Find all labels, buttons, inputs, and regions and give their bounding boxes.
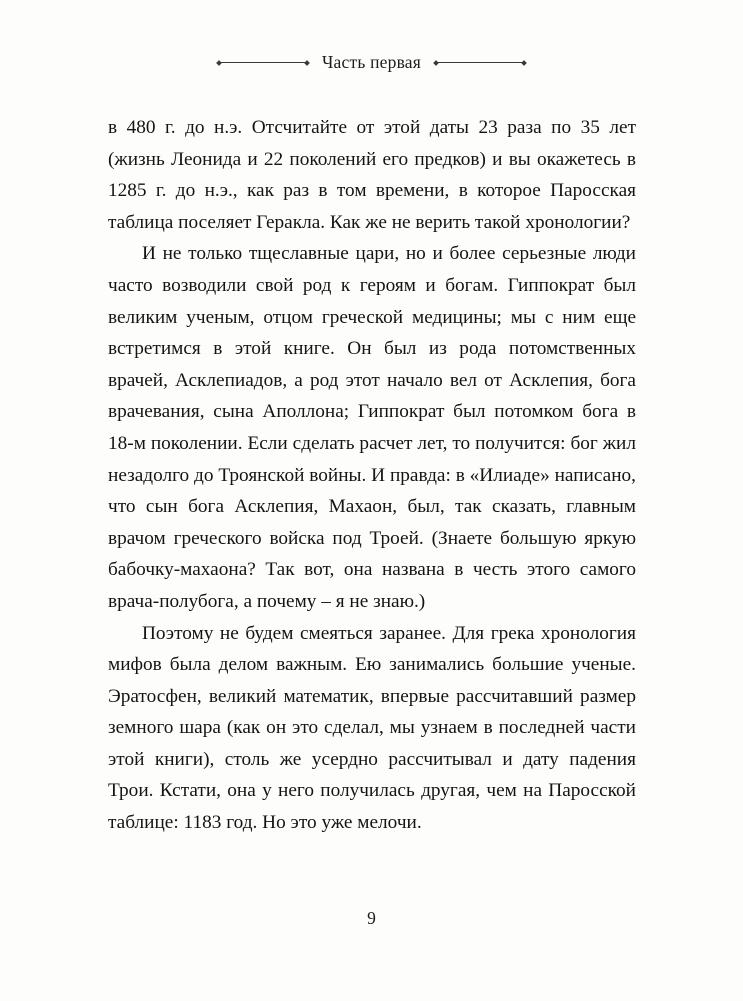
paragraph-1: в 480 г. до н.э. Отсчитайте от этой даты 23 раза по 35 лет (жизнь Леонида и 22 поколений его предков) и вы окажетесь в 1285 г. до н.э., как раз в том времени, в которое Паросская таблица поселяет Геракла. Как же не верить такой хронологии? bbox=[108, 117, 636, 233]
running-head-rule-right bbox=[435, 62, 525, 63]
body-text bbox=[108, 112, 636, 839]
running-head-rule-left bbox=[218, 62, 308, 63]
page-number: 9 bbox=[367, 908, 376, 928]
paragraph-2: И не только тщеславные цари, но и более серьезные люди часто возводили свой род к героям и богам. Гиппократ был великим ученым, отцом греческой медицины; мы с ним еще встретимся в этой книге. Он был из рода потомственных врачей, Асклепиадов, а род этот начало вел от Асклепия, бога врачевания, сына Аполлона; Гиппократ был потомком бога в 18-м поколении. Если сделать расчет лет, то получится: бог жил незадолго до Троянской войны. И правда: в «Илиаде» написано, что сын бога Асклепия, Махаон, был, так сказать, главным врачом греческого войска под Троей. (Знаете большую яркую бабочку-махаона? Так вот, она названа в честь этого самого врача-полубога, а почему – я не знаю.) bbox=[108, 243, 636, 612]
paragraph-3: Поэтому не будем смеяться заранее. Для грека хронология мифов была делом важным. Ею занимались большие ученые. Эратосфен, великий математик, впервые рассчитавший размер земного шара (как он это сделал, мы узнаем в последней части этой книги), столь же усердно рассчитывал и дату падения Трои. Кстати, она у него получилась другая, чем на Паросской таблице: 1183 год. Но это уже мелочи. bbox=[108, 622, 636, 834]
running-head-title: Часть первая bbox=[321, 52, 422, 72]
running-head bbox=[0, 52, 743, 73]
